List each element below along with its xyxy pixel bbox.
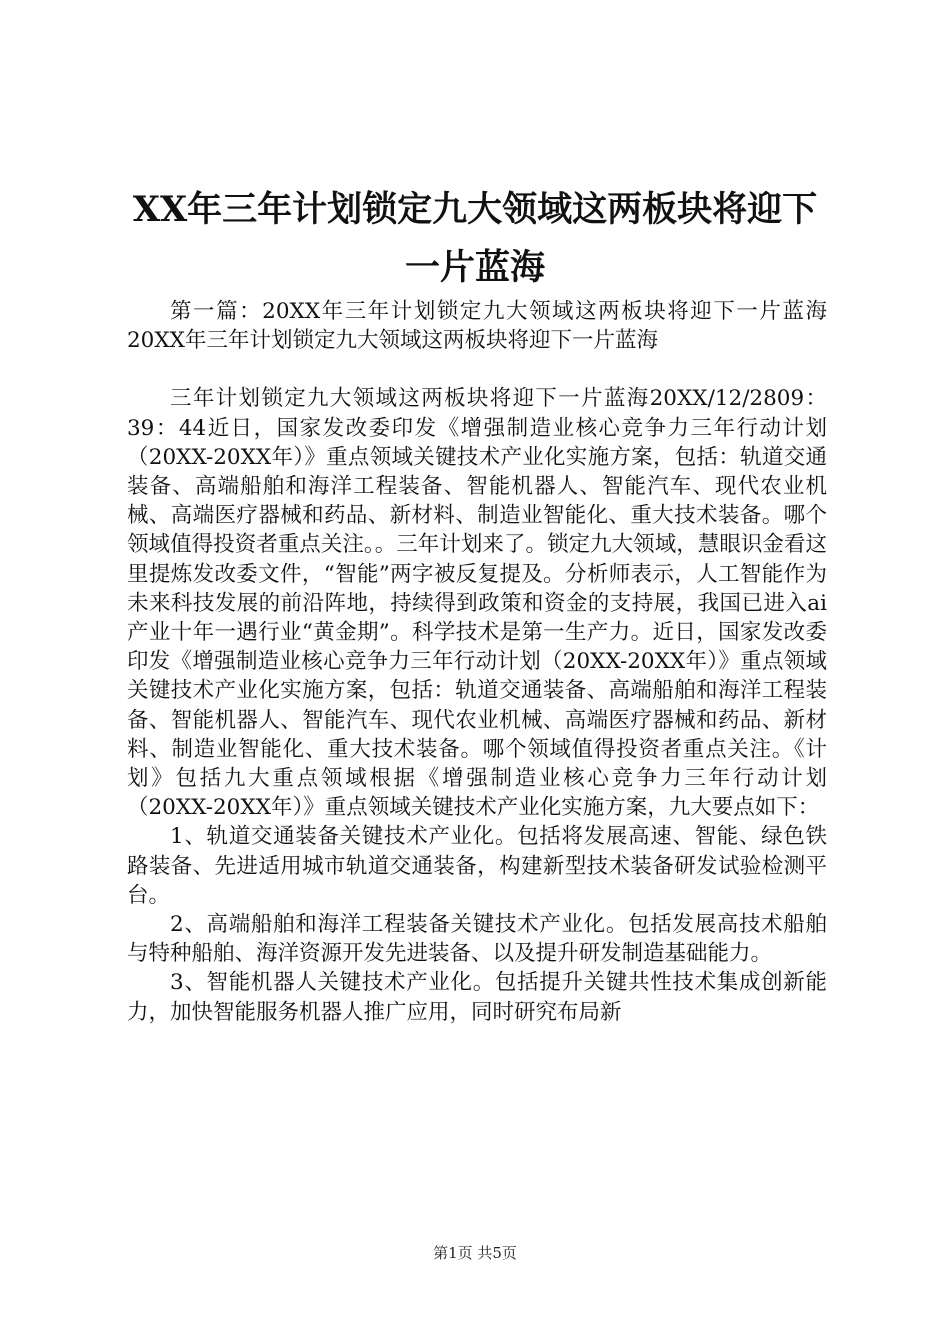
document-body [127, 297, 827, 1027]
paragraph-spacer [127, 355, 827, 384]
paragraph-intro: 第一篇：20XX年三年计划锁定九大领域这两板块将迎下一片蓝海20XX年三年计划锁定九大领域这两板块将迎下一片蓝海 [127, 299, 827, 354]
paragraph-item-3: 3、智能机器人关键技术产业化。包括提升关键共性技术集成创新能力，加快智能服务机器人推广应用，同时研究布局新 [127, 970, 827, 1025]
page-number-footer: 第1页 共5页 [433, 1244, 517, 1262]
document-title-line-1: XX年三年计划锁定九大领域这两板块将迎下 [132, 189, 818, 230]
paragraph-item-1: 1、轨道交通装备关键技术产业化。包括将发展高速、智能、绿色铁路装备、先进适用城市轨道交通装备，构建新型技术装备研发试验检测平台。 [127, 824, 827, 908]
document-title-line-2: 一片蓝海 [404, 247, 545, 288]
paragraph-main: 三年计划锁定九大领域这两板块将迎下一片蓝海20XX/12/2809：39：44近日，国家发改委印发《增强制造业核心竞争力三年行动计划（20XX-20XX年）》重点领域关键技术产业化实施方案，包括：轨道交通装备、高端船舶和海洋工程装备、智能机器人、智能汽车、现代农业机械、高端医疗器械和药品、新材料、制造业智能化、重大技术装备。哪个领域值得投资者重点关注。。三年计划来了。锁定九大领域，慧眼识金看这里提炼发改委文件，“智能”两字被反复提及。分析师表示，人工智能作为未来科技发展的前沿阵地，持续得到政策和资金的支持展，我国已进入ai产业十年一遇行业“黄金期”。科学技术是第一生产力。近日，国家发改委印发《增强制造业核心竞争力三年行动计划（20XX-20XX年）》重点领域关键技术产业化实施方案，包括：轨道交通装备、高端船舶和海洋工程装备、智能机器人、智能汽车、现代农业机械、高端医疗器械和药品、新材料、制造业智能化、重大技术装备。哪个领域值得投资者重点关注。《计划》包括九大重点领域根据《增强制造业核心竞争力三年行动计划（20XX-20XX年）》重点领域关键技术产业化实施方案，九大要点如下： [127, 386, 827, 821]
paragraph-item-2: 2、高端船舶和海洋工程装备关键技术产业化。包括发展高技术船舶与特种船舶、海洋资源开发先进装备、以及提升研发制造基础能力。 [127, 912, 827, 967]
